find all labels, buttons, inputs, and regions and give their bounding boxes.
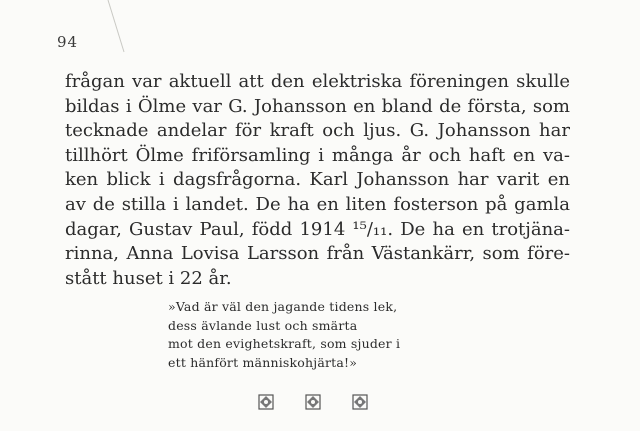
ornament-icon — [256, 392, 276, 412]
poem-line: dess ävlande lust och smärta — [168, 317, 358, 333]
ornament-divider — [256, 392, 370, 412]
ornament-icon — [350, 392, 370, 412]
text-line: stått huset i 22 år. — [65, 267, 232, 289]
text-line: tecknade andelar för kraft och ljus. G. Johansson har — [65, 120, 570, 142]
text-line: dagar, Gustav Paul, född 1914 ¹⁵/₁₁. De ha en trotjäna- — [65, 218, 570, 240]
poem-line: ett hänfört människohjärta!» — [168, 354, 358, 370]
poem-quote — [168, 298, 400, 372]
text-line: tillhört Ölme friförsamling i många år och haft en va- — [65, 144, 570, 166]
body-paragraph — [65, 70, 570, 291]
text-line: bildas i Ölme var G. Johansson en bland de första, som — [65, 95, 570, 117]
page-number: 94 — [57, 33, 79, 51]
ornament-icon — [303, 392, 323, 412]
text-line: ken blick i dagsfrågorna. Karl Johansson har varit en — [65, 169, 570, 191]
paper-fold-mark — [0, 0, 140, 60]
poem-line: »Vad är väl den jagande tidens lek, — [168, 299, 398, 314]
text-line: av de stilla i landet. De ha en liten fosterson på gamla — [65, 193, 570, 215]
text-line: rinna, Anna Lovisa Larsson från Västankärr, som före- — [65, 243, 570, 265]
text-line: frågan var aktuell att den elektriska föreningen skulle — [65, 71, 570, 92]
poem-line: mot den evighetskraft, som sjuder i — [168, 336, 401, 351]
